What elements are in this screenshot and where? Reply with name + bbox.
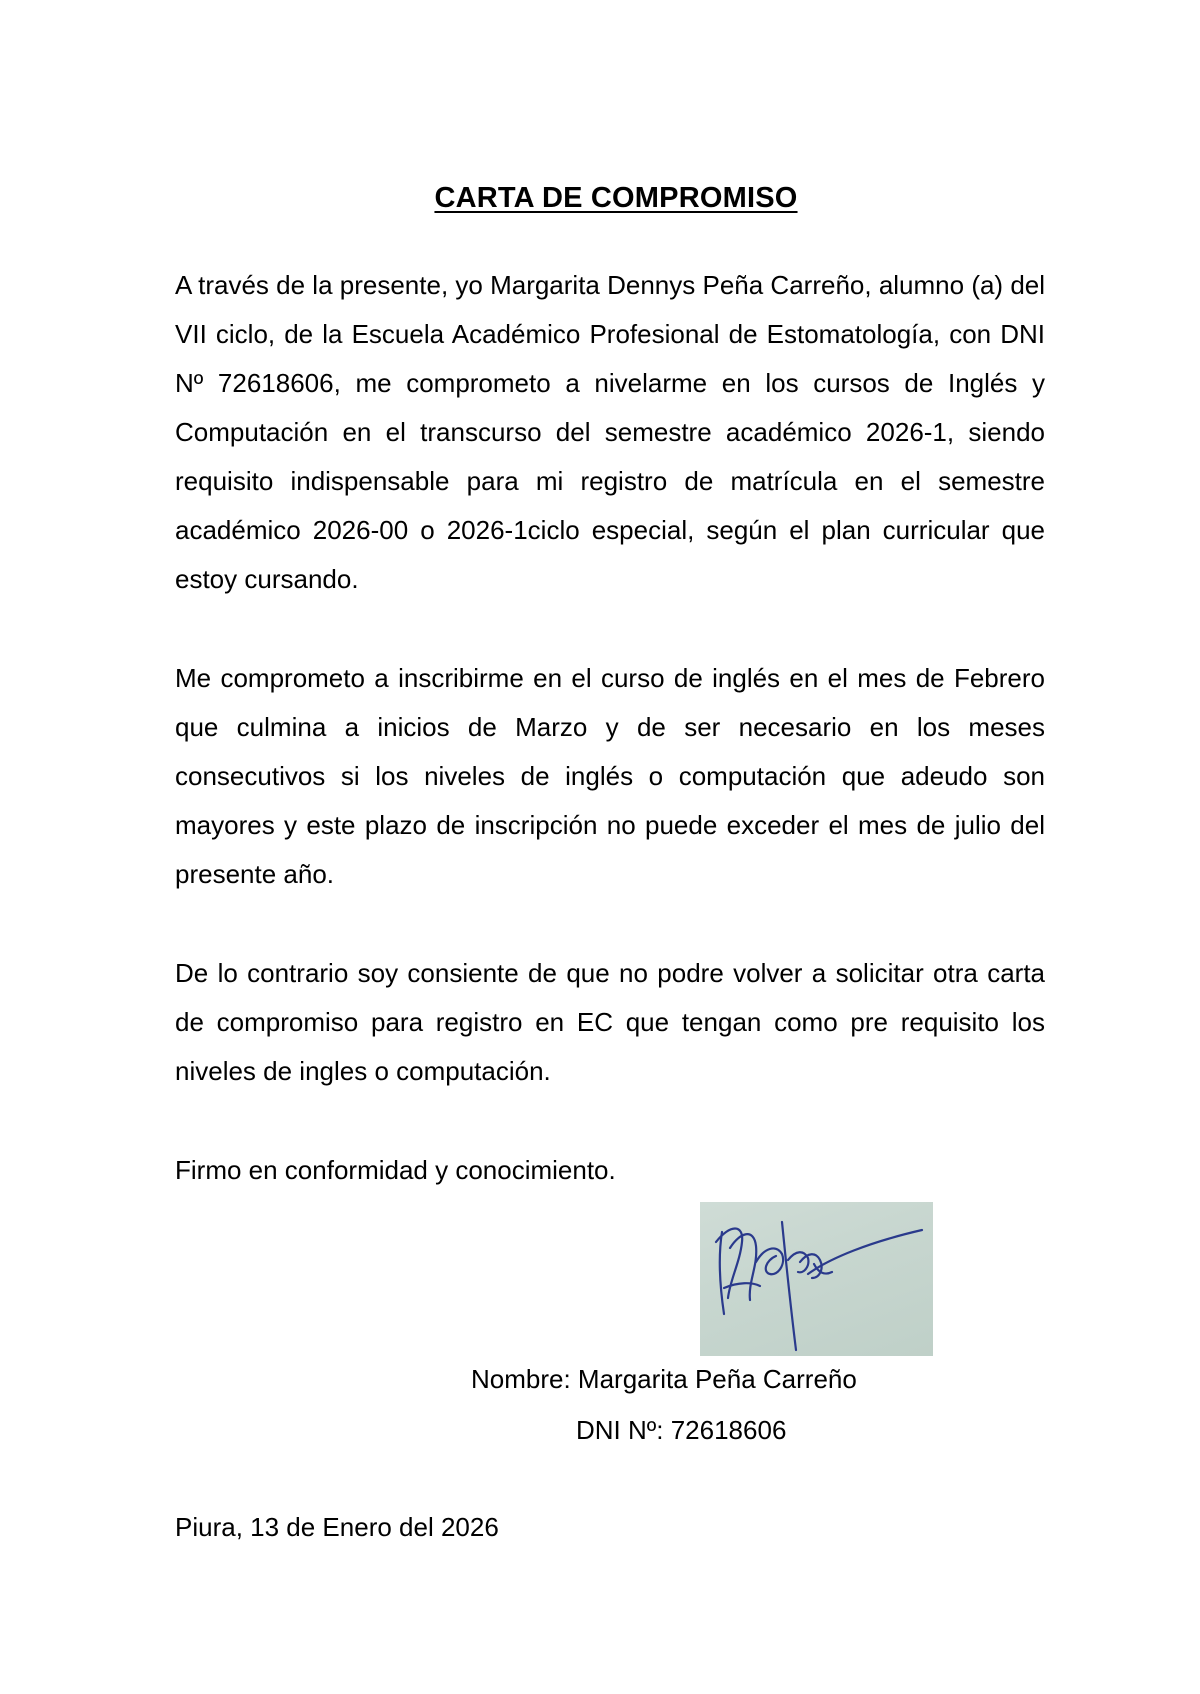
document-title: CARTA DE COMPROMISO [434,182,798,214]
place-and-date: Piura, 13 de Enero del 2026 [175,1512,499,1542]
signature-ink [700,1202,933,1356]
paragraph-commitment: A través de la presente, yo Margarita Dennys Peña Carreño, alumno (a) del VII ciclo, de la Escuela Académico Profesional de Estomatología, con DNI Nº 72618606, me comprometo a nivelarme en los cursos de Inglés y Computación en el transcurso del semestre académico 2026-1, siendo requisito indispensable para mi registro de matrícula en el semestre académico 2026-00 o 2026-1ciclo especial, según el plan curricular que estoy cursando. [175,270,1046,594]
signer-dni: DNI Nº: 72618606 [576,1415,787,1445]
paragraph-agreement: Firmo en conformidad y conocimiento. [175,1155,616,1185]
paragraph-consequence: De lo contrario soy consiente de que no podre volver a solicitar otra carta de compromiso para registro en EC que tengan como pre requisito los niveles de ingles o computación. [175,958,1045,1086]
signer-name: Nombre: Margarita Peña Carreño [471,1364,857,1394]
handwritten-signature [700,1202,933,1356]
paragraph-enrollment: Me comprometo a inscribirme en el curso de inglés en el mes de Febrero que culmina a inicios de Marzo y de ser necesario en los meses consecutivos si los niveles de inglés o computación que adeudo son mayores y este plazo de inscripción no puede exceder el mes de julio del presente año. [175,663,1045,889]
